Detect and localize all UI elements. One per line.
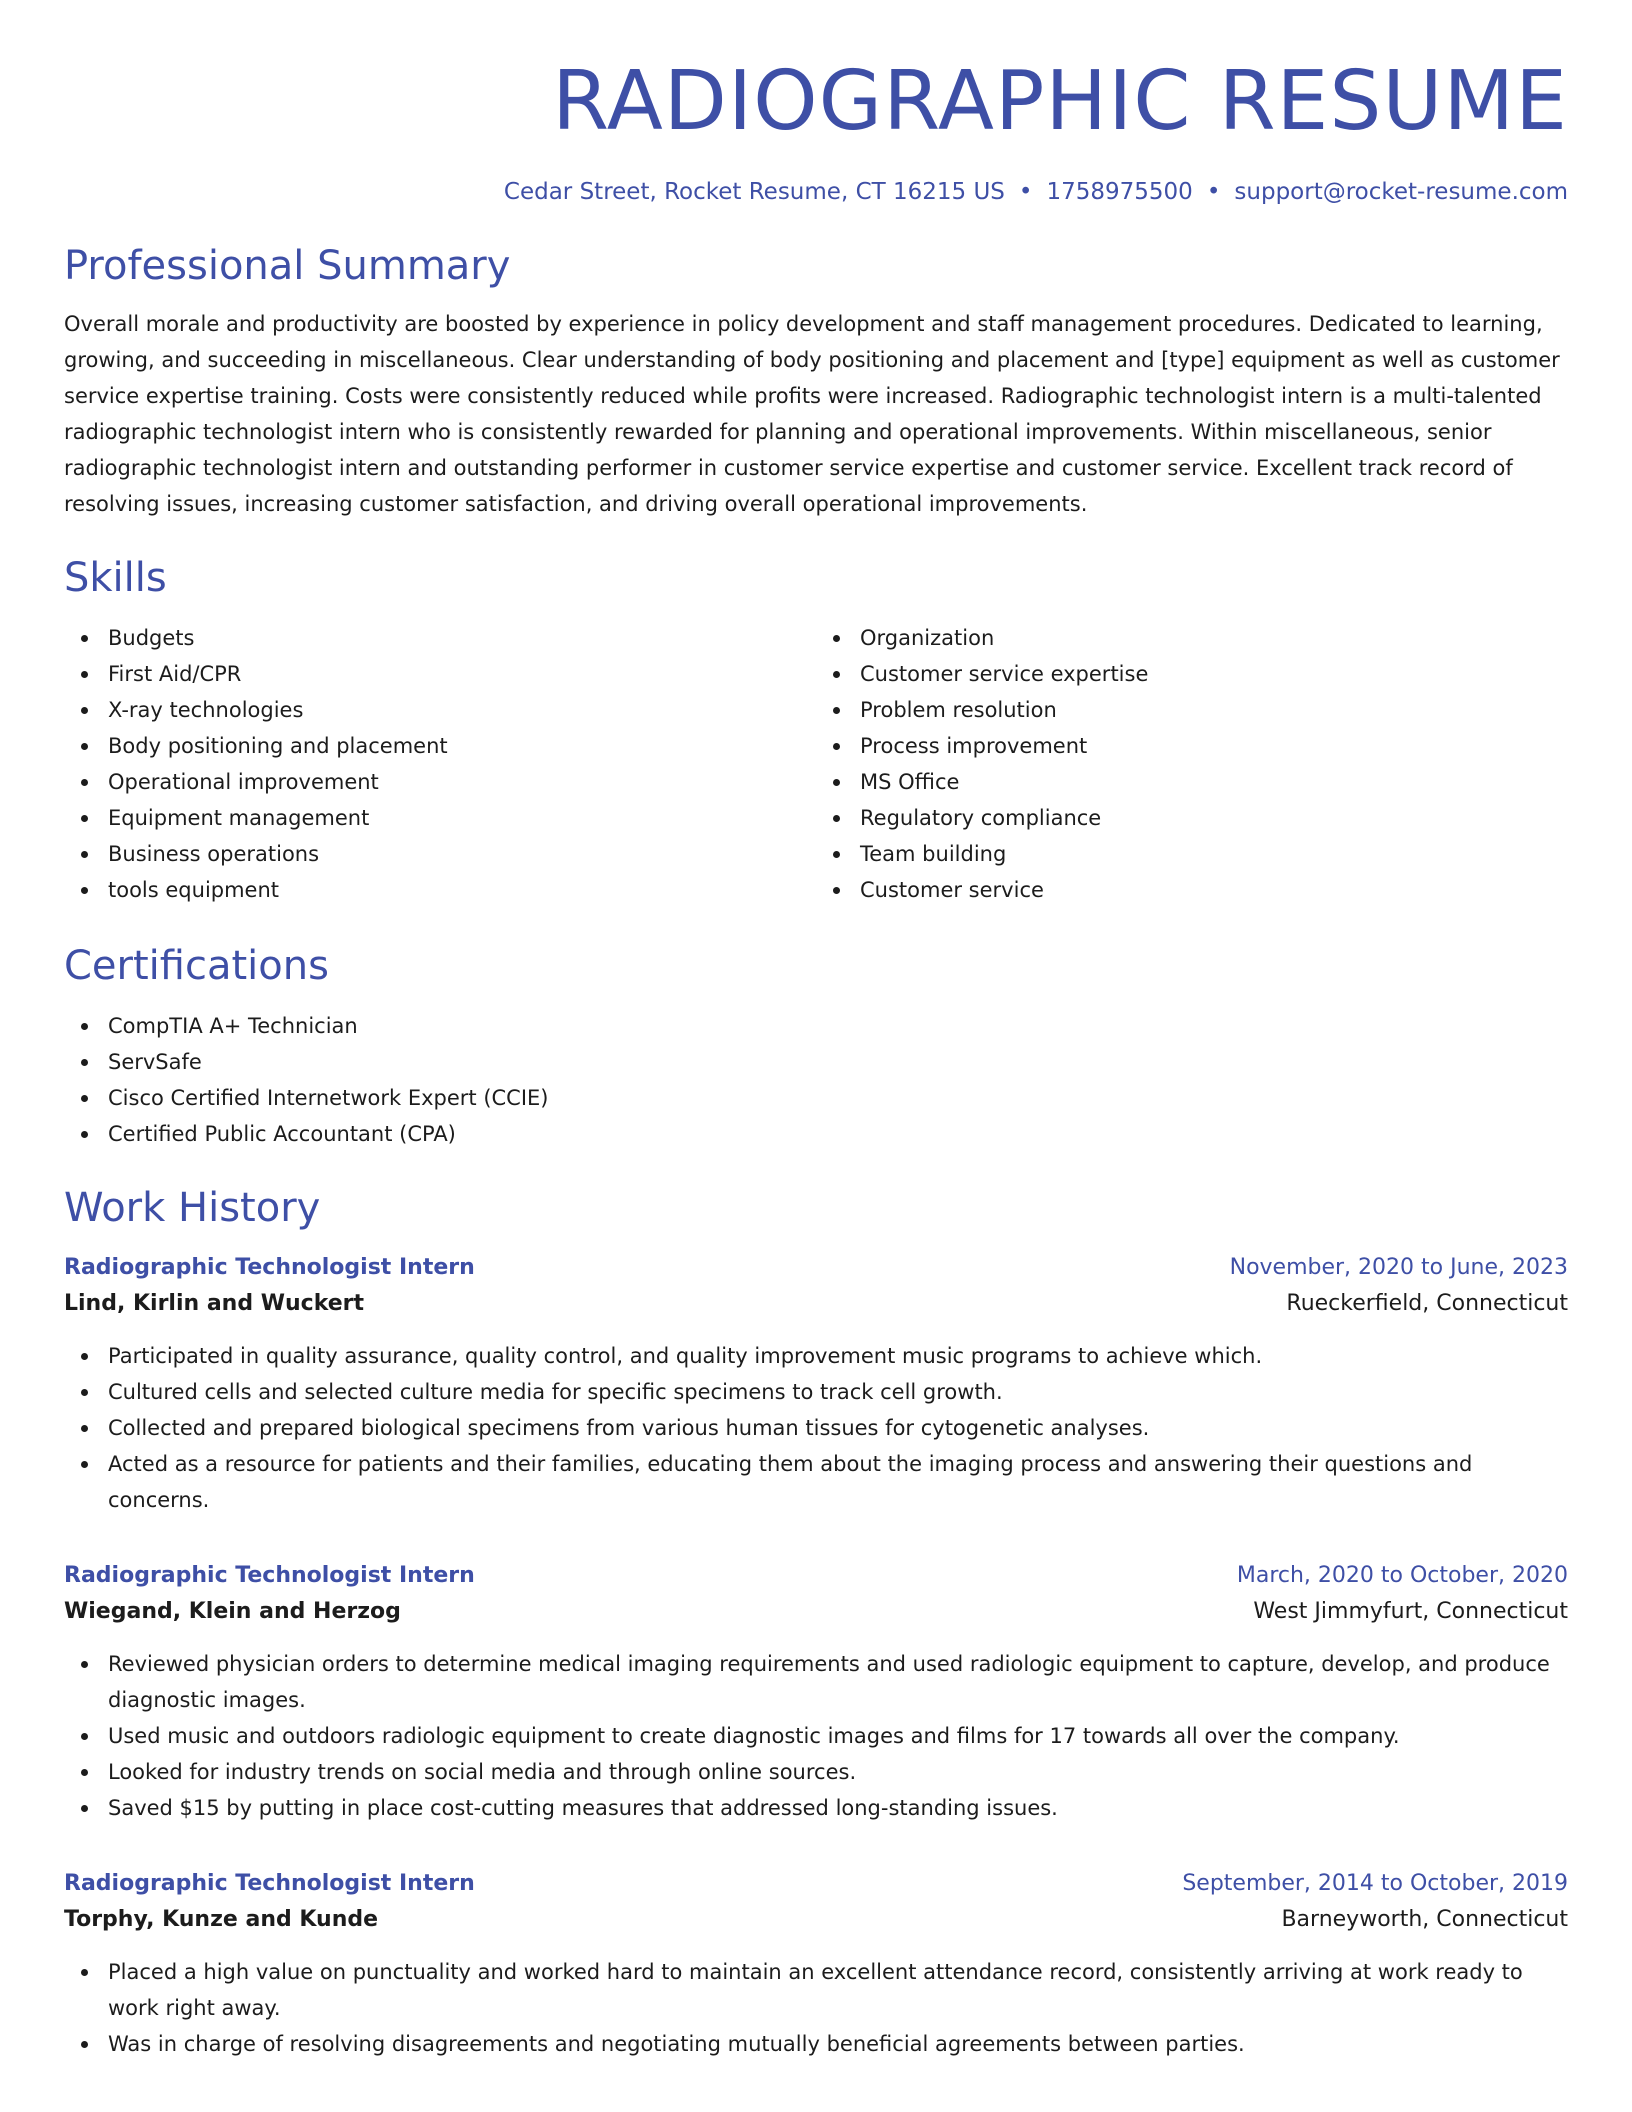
skill-item: Team building [860, 836, 1568, 872]
skills-columns [64, 620, 1568, 908]
certifications-list [64, 1008, 1568, 1152]
job-company: Torphy, Kunze and Kunde [64, 1907, 379, 1932]
job-bullet: Acted as a resource for patients and their families, educating them about the imaging process and answering their questions and concerns. [108, 1446, 1568, 1518]
job-bullets [64, 1954, 1568, 2062]
job-bullets [64, 1338, 1568, 1518]
certification-item: ServSafe [108, 1044, 1568, 1080]
skill-item: Operational improvement [108, 764, 816, 800]
job-title: Radiographic Technologist Intern [64, 1255, 475, 1280]
skill-item: First Aid/CPR [108, 656, 816, 692]
job-location: Rueckerfield, Connecticut [1286, 1291, 1568, 1316]
job-location: West Jimmyfurt, Connecticut [1253, 1599, 1568, 1624]
job-bullet: Looked for industry trends on social media and through online sources. [108, 1754, 1568, 1790]
job-dates: September, 2014 to October, 2019 [1182, 1871, 1568, 1896]
job-company-row [64, 1286, 1568, 1322]
job-entry [64, 1250, 1568, 1518]
job-dates: November, 2020 to June, 2023 [1229, 1255, 1568, 1280]
skill-item: Business operations [108, 836, 816, 872]
job-title-row [64, 1250, 1568, 1286]
certification-item: Cisco Certified Internetwork Expert (CCIE) [108, 1080, 1568, 1116]
skill-item: Regulatory compliance [860, 800, 1568, 836]
resume-page [64, 0, 1568, 2062]
skills-list-left [64, 620, 816, 908]
skill-item: X-ray technologies [108, 692, 816, 728]
job-bullet: Was in charge of resolving disagreements and negotiating mutually beneficial agreements between parties. [108, 2026, 1568, 2062]
skill-item: Process improvement [860, 728, 1568, 764]
section-title-certifications: Certifications [64, 943, 329, 989]
job-bullet: Saved $15 by putting in place cost-cutting measures that addressed long-standing issues. [108, 1790, 1568, 1826]
skill-item: Body positioning and placement [108, 728, 816, 764]
section-title-work-history: Work History [64, 1185, 321, 1231]
contact-separator: • [1206, 179, 1221, 205]
certification-item: Certified Public Accountant (CPA) [108, 1116, 1568, 1152]
job-company: Lind, Kirlin and Wuckert [64, 1291, 365, 1316]
job-company-row [64, 1594, 1568, 1630]
resume-name: RADIOGRAPHIC RESUME [552, 54, 1568, 149]
job-title-row [64, 1866, 1568, 1902]
contact-line [64, 176, 1568, 208]
contact-email: support@rocket-resume.com [1234, 179, 1568, 205]
skill-item: MS Office [860, 764, 1568, 800]
job-entry [64, 1866, 1568, 2062]
job-bullet: Cultured cells and selected culture media for specific specimens to track cell growth. [108, 1374, 1568, 1410]
job-entry [64, 1558, 1568, 1826]
skill-item: Equipment management [108, 800, 816, 836]
section-title-skills: Skills [64, 555, 167, 601]
contact-separator: • [1018, 179, 1033, 205]
job-company: Wiegand, Klein and Herzog [64, 1599, 401, 1624]
skill-item: tools equipment [108, 872, 816, 908]
skills-list-right [816, 620, 1568, 908]
skill-item: Customer service [860, 872, 1568, 908]
contact-address: Cedar Street, Rocket Resume, CT 16215 US [503, 179, 1005, 205]
job-company-row [64, 1902, 1568, 1938]
job-title: Radiographic Technologist Intern [64, 1871, 475, 1896]
skill-item: Customer service expertise [860, 656, 1568, 692]
job-bullet: Collected and prepared biological specimens from various human tissues for cytogenetic analyses. [108, 1410, 1568, 1446]
job-bullet: Placed a high value on punctuality and worked hard to maintain an excellent attendance record, consistently arriving at work ready to work right away. [108, 1954, 1568, 2026]
contact-phone: 1758975500 [1046, 179, 1193, 205]
job-dates: March, 2020 to October, 2020 [1236, 1563, 1568, 1588]
job-title-row [64, 1558, 1568, 1594]
job-bullet: Reviewed physician orders to determine medical imaging requirements and used radiologic equipment to capture, develop, and produce diagnostic images. [108, 1646, 1568, 1718]
skill-item: Problem resolution [860, 692, 1568, 728]
section-title-summary: Professional Summary [64, 243, 511, 289]
skill-item: Budgets [108, 620, 816, 656]
job-title: Radiographic Technologist Intern [64, 1563, 475, 1588]
job-bullet: Used music and outdoors radiologic equipment to create diagnostic images and films for 17 towards all over the company. [108, 1718, 1568, 1754]
job-bullet: Participated in quality assurance, quality control, and quality improvement music programs to achieve which. [108, 1338, 1568, 1374]
job-location: Barneyworth, Connecticut [1281, 1907, 1568, 1932]
certification-item: CompTIA A+ Technician [108, 1008, 1568, 1044]
job-bullets [64, 1646, 1568, 1826]
skill-item: Organization [860, 620, 1568, 656]
summary-text: Overall morale and productivity are boosted by experience in policy development and staff management procedures. Dedicated to learning, growing, and succeeding in miscellaneous. Clear understanding of body positioning and placement and [type] equipment as well as customer service expertise training. Costs were consistently reduced while profits were increased. Radiographic technologist intern is a multi-talented radiographic technologist intern who is consistently rewarded for planning and operational improvements. Within miscellaneous, senior radiographic technologist intern and outstanding performer in customer service expertise and customer service. Excellent track record of resolving issues, increasing customer satisfaction, and driving overall operational improvements. [64, 312, 1560, 516]
